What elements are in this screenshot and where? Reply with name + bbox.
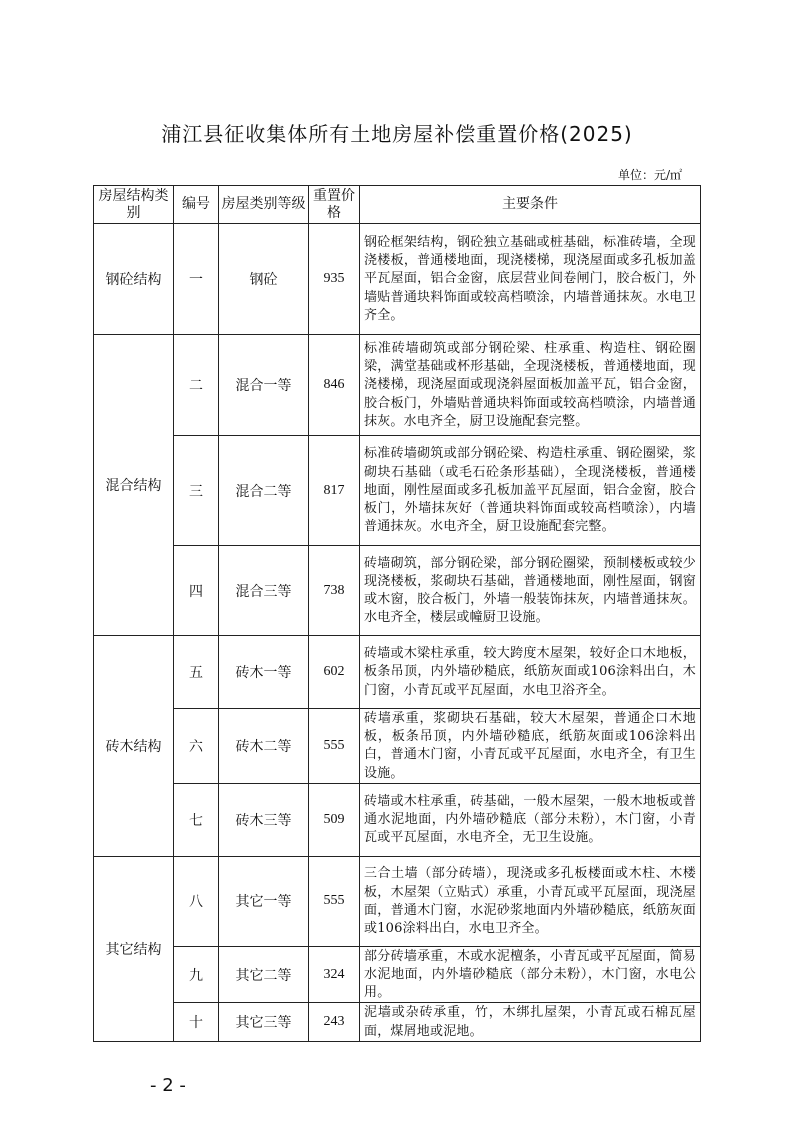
- table-row: [94, 1003, 701, 1041]
- row-conditions: 标准砖墙砌筑或部分钢砼梁、柱承重、构造柱、钢砼圈梁，满堂基础或杯形基础，全现浇楼板，普通楼地面，现浇楼梯，现浇屋面或现浇斜屋面板加盖平瓦，铝合金窗，胶合板门，外墙贴普通块料饰面或较高档喷涂，内墙普通抹灰。水电齐全，厨卫设施配套完整。: [360, 335, 701, 436]
- row-price: 509: [309, 783, 360, 856]
- row-conditions: 砖墙砌筑，部分钢砼梁，部分钢砼圈梁，预制楼板或较少现浇楼板，浆砌块石基础，普通楼地面，刚性屋面，钢窗或木窗，胶合板门，外墙一般装饰抹灰，内墙普通抹灰。水电齐全，楼层或幢厨卫设施。: [360, 546, 701, 636]
- table-row: [94, 946, 701, 1003]
- row-number: 十: [174, 1003, 219, 1041]
- row-number: 八: [174, 856, 219, 946]
- table-row: [94, 636, 701, 709]
- row-conditions: 砖墙或木梁柱承重，较大跨度木屋架，较好企口木地板，板条吊顶，内外墙砂糙底，纸筋灰面或106涂料出白，木门窗，小青瓦或平瓦屋面，水电卫浴齐全。: [360, 636, 701, 709]
- row-conditions: 钢砼框架结构，钢砼独立基础或桩基础，标准砖墙，全现浇楼板，普通楼地面，现浇楼梯，现浇屋面或多孔板加盖平瓦屋面，铝合金窗，底层营业间卷闸门，胶合板门，外墙贴普通块料饰面或较高档喷涂，内墙普通抹灰。水电卫齐全。: [360, 224, 701, 335]
- row-price: 555: [309, 709, 360, 784]
- row-grade: 其它一等: [219, 856, 309, 946]
- row-grade: 砖木一等: [219, 636, 309, 709]
- structure-category-cell: 混合结构: [94, 335, 174, 636]
- row-number: 六: [174, 709, 219, 784]
- header-conditions: 主要条件: [360, 186, 701, 224]
- structure-category-cell: 其它结构: [94, 856, 174, 1041]
- row-grade: 砖木二等: [219, 709, 309, 784]
- row-grade: 砖木三等: [219, 783, 309, 856]
- row-price: 846: [309, 335, 360, 436]
- row-number: 四: [174, 546, 219, 636]
- row-number: 三: [174, 436, 219, 546]
- row-number: 二: [174, 335, 219, 436]
- row-grade: 混合三等: [219, 546, 309, 636]
- row-number: 七: [174, 783, 219, 856]
- table-row: [94, 436, 701, 546]
- row-grade: 混合二等: [219, 436, 309, 546]
- price-table: [93, 185, 701, 1042]
- row-price: 817: [309, 436, 360, 546]
- table-row: [94, 546, 701, 636]
- header-number: 编号: [174, 186, 219, 224]
- row-conditions: 部分砖墙承重，木或水泥檀条，小青瓦或平瓦屋面，简易水泥地面，内外墙砂糙底（部分未粉），木门窗，水电公用。: [360, 946, 701, 1003]
- structure-category-cell: 钢砼结构: [94, 224, 174, 335]
- page-number: - 2 -: [150, 1075, 186, 1096]
- table-header-row: [94, 186, 701, 224]
- header-price: 重置价格: [309, 186, 360, 224]
- table-row: [94, 335, 701, 436]
- table-row: [94, 224, 701, 335]
- row-grade: 其它三等: [219, 1003, 309, 1041]
- row-number: 五: [174, 636, 219, 709]
- header-structure: 房屋结构类别: [94, 186, 174, 224]
- unit-label: 单位：元/㎡: [617, 168, 682, 182]
- row-price: 324: [309, 946, 360, 1003]
- row-grade: 其它二等: [219, 946, 309, 1003]
- row-conditions: 砖墙或木柱承重，砖基础，一般木屋架，一般木地板或普通水泥地面，内外墙砂糙底（部分未粉），木门窗，小青瓦或平瓦屋面，水电齐全，无卫生设施。: [360, 783, 701, 856]
- row-price: 935: [309, 224, 360, 335]
- row-number: 一: [174, 224, 219, 335]
- row-price: 555: [309, 856, 360, 946]
- row-conditions: 三合土墙（部分砖墙），现浇或多孔板楼面或木柱、木楼板，木屋架（立贴式）承重，小青瓦或平瓦屋面，现浇屋面，普通木门窗，水泥砂浆地面内外墙砂糙底，纸筋灰面或106涂料出白，水电卫齐全。: [360, 856, 701, 946]
- row-conditions: 标准砖墙砌筑或部分钢砼梁、构造柱承重、钢砼圈梁，浆砌块石基础（或毛石砼条形基础），全现浇楼板，普通楼地面，刚性屋面或多孔板加盖平瓦屋面，铝合金窗，胶合板门，外墙抹灰好（普通块料饰面或较高档喷涂），内墙普通抹灰。水电齐全，厨卫设施配套完整。: [360, 436, 701, 546]
- row-price: 738: [309, 546, 360, 636]
- table-row: [94, 783, 701, 856]
- header-grade: 房屋类别等级: [219, 186, 309, 224]
- document-title: 浦江县征收集体所有土地房屋补偿重置价格(2025): [161, 122, 633, 146]
- row-price: 602: [309, 636, 360, 709]
- row-grade: 钢砼: [219, 224, 309, 335]
- row-conditions: 泥墙或杂砖承重，竹，木绑扎屋架，小青瓦或石棉瓦屋面，煤屑地或泥地。: [360, 1003, 701, 1041]
- row-price: 243: [309, 1003, 360, 1041]
- structure-category-cell: 砖木结构: [94, 636, 174, 857]
- row-conditions: 砖墙承重，浆砌块石基础，较大木屋架，普通企口木地板，板条吊顶，内外墙砂糙底，纸筋灰面或106涂料出白，普通木门窗，小青瓦或平瓦屋面，水电齐全，有卫生设施。: [360, 709, 701, 784]
- table-row: [94, 856, 701, 946]
- table-row: [94, 709, 701, 784]
- row-number: 九: [174, 946, 219, 1003]
- row-grade: 混合一等: [219, 335, 309, 436]
